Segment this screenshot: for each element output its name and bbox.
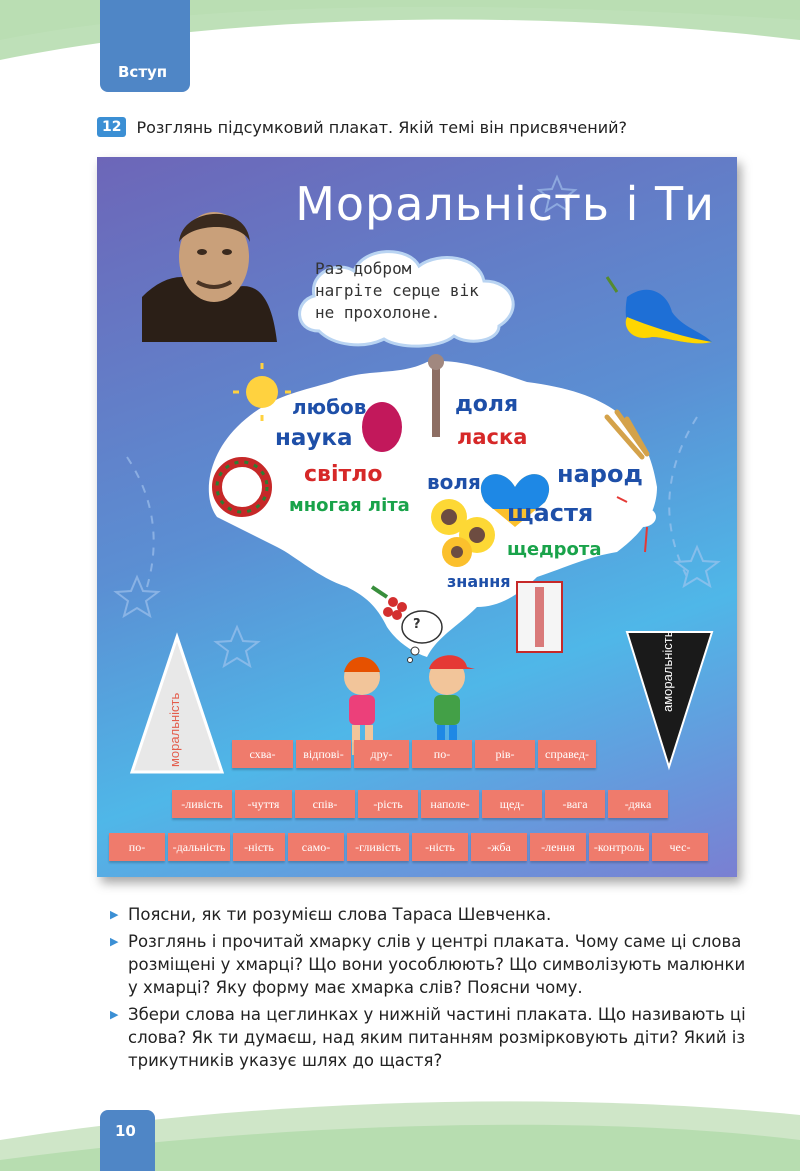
word-brick[interactable]: -ність — [233, 833, 285, 861]
word-brick[interactable]: дру- — [354, 740, 409, 768]
cloud-word: доля — [455, 392, 519, 417]
cloud-word: любов — [292, 395, 367, 419]
question-item: ▶ Збери слова на цеглинках у нижній частині плаката. Що називають ці слова? Як ти думаєш, над яким питанням розмірковують діти? Який із трикутників указує шлях до щастя? — [110, 1003, 750, 1072]
section-label: Вступ — [118, 63, 168, 81]
thought-bubble-text: ? — [413, 617, 421, 632]
cloud-word: народ — [557, 460, 643, 488]
question-item: ▶ Розглянь і прочитай хмарку слів у центрі плаката. Чому саме ці слова розміщені у хмарці? Що вони уособлюють? Що символізують малюнки у хмарці? Яку форму має хмарка слів? Поясни чому. — [110, 930, 750, 999]
word-brick[interactable]: чес- — [652, 833, 708, 861]
word-brick[interactable]: -ність — [412, 833, 468, 861]
shevchenko-portrait — [142, 187, 277, 342]
word-brick[interactable]: по- — [109, 833, 165, 861]
word-brick[interactable]: -дяка — [608, 790, 668, 818]
poster — [97, 157, 737, 877]
page-number: 10 — [115, 1122, 136, 1140]
word-brick[interactable]: -гливість — [347, 833, 409, 861]
triangle-label-amorality: аморальність — [660, 630, 675, 712]
word-brick[interactable]: само- — [288, 833, 344, 861]
cloud-word: щастя — [507, 499, 594, 527]
word-brick[interactable]: -ливість — [172, 790, 232, 818]
question-list — [110, 903, 750, 1076]
quote-line: Раз добром — [315, 259, 412, 278]
cloud-word: щедрота — [507, 539, 602, 560]
word-brick[interactable]: щед- — [482, 790, 542, 818]
word-brick[interactable]: рів- — [475, 740, 535, 768]
word-brick[interactable]: -лення — [530, 833, 586, 861]
quote-line: не прохолоне. — [315, 303, 441, 322]
word-brick[interactable]: наполе- — [421, 790, 479, 818]
brick-row — [109, 833, 708, 861]
cloud-word: наука — [275, 425, 353, 451]
word-brick[interactable]: по- — [412, 740, 472, 768]
word-brick[interactable]: -ріcть — [358, 790, 418, 818]
triangle-label-morality: моральність — [167, 692, 182, 767]
shevchenko-quote — [315, 258, 515, 324]
task-heading — [97, 117, 627, 137]
brick-row — [172, 790, 668, 818]
task-text: Розглянь підсумковий плакат. Якій темі він присвячений? — [136, 117, 627, 137]
cloud-word: многая літа — [289, 495, 410, 516]
cloud-word: світло — [304, 462, 383, 487]
cloud-word: воля — [427, 470, 481, 494]
question-item: ▶ Поясни, як ти розумієш слова Тараса Шевченка. — [110, 903, 750, 926]
brick-row — [232, 740, 596, 768]
word-brick[interactable]: -чуття — [235, 790, 292, 818]
word-brick[interactable]: -жба — [471, 833, 527, 861]
cloud-word: знання — [447, 572, 511, 591]
poster-title: Моральність і Ти — [295, 177, 715, 231]
word-brick[interactable]: схва- — [232, 740, 293, 768]
word-brick[interactable]: -вага — [545, 790, 605, 818]
cloud-word: ласка — [457, 425, 528, 449]
word-brick[interactable]: відпові- — [296, 740, 351, 768]
word-brick[interactable]: -контроль — [589, 833, 649, 861]
task-number: 12 — [97, 117, 126, 137]
section-tab — [100, 0, 190, 92]
quote-line: нагріте серце вік — [315, 281, 479, 300]
word-brick[interactable]: спів- — [295, 790, 355, 818]
word-brick[interactable]: справед- — [538, 740, 596, 768]
word-brick[interactable]: -дальність — [168, 833, 230, 861]
page-number-tab — [100, 1110, 155, 1171]
